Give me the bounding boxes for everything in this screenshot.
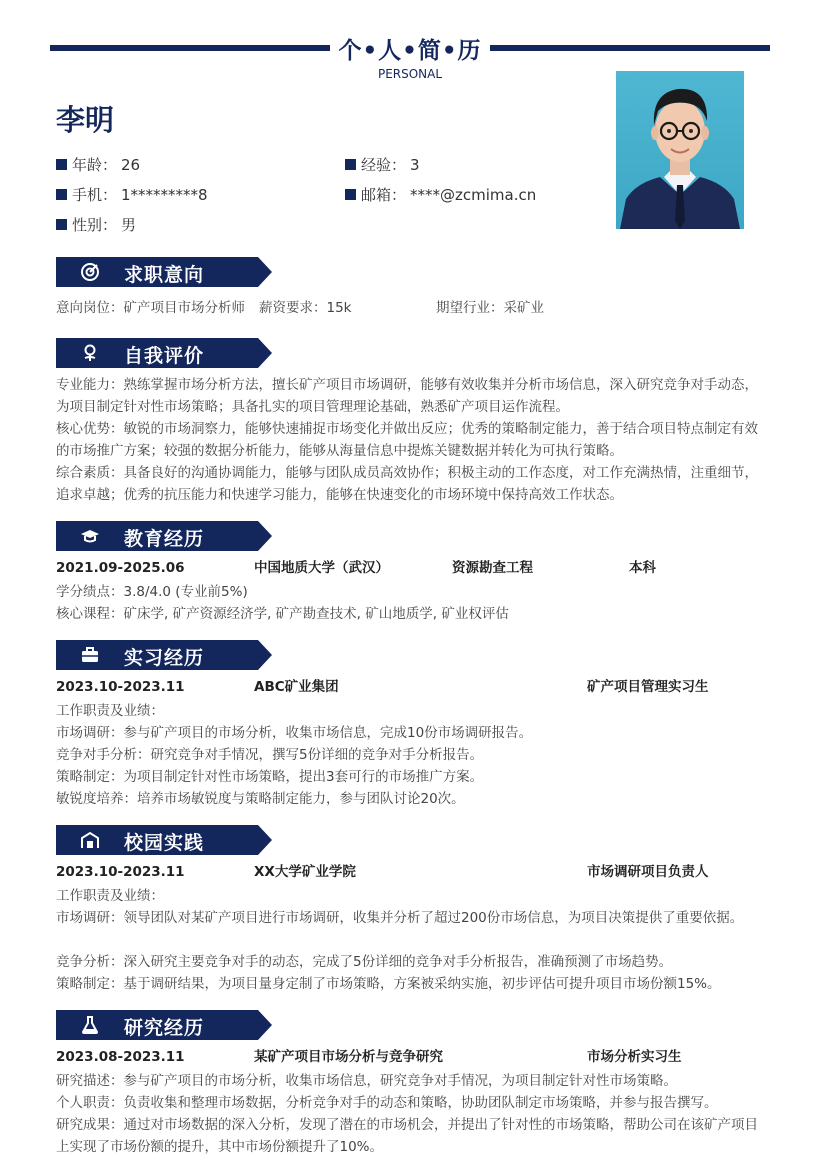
internship-row bbox=[56, 676, 768, 698]
research-period: 2023.08-2023.11 bbox=[56, 1049, 185, 1065]
section-header-campus bbox=[56, 825, 272, 855]
bullet-square-icon bbox=[345, 159, 356, 170]
campus-line: 市场调研：领导团队对某矿产项目进行市场调研，收集并分析了超过200份市场信息，为项目决策提供了重要依据。 bbox=[56, 910, 744, 926]
research-role: 市场分析实习生 bbox=[587, 1049, 682, 1065]
info-experience bbox=[345, 154, 420, 175]
research-project: 某矿产项目市场分析与竞争研究 bbox=[254, 1049, 443, 1065]
education-courses: 核心课程：矿床学, 矿产资源经济学, 矿产勘查技术, 矿山地质学, 矿业权评估 bbox=[56, 606, 509, 622]
info-gender bbox=[56, 214, 136, 235]
education-school: 中国地质大学（武汉） bbox=[254, 560, 389, 576]
gender-label: 性别： bbox=[72, 216, 118, 234]
internship-line: 策略制定：为项目制定针对性市场策略，提出3套可行的市场推广方案。 bbox=[56, 769, 484, 785]
research-line: 个人职责：负责收集和整理市场数据，分析竞争对手的动态和策略，协助团队制定市场策略，并参与报告撰写。 bbox=[56, 1095, 718, 1111]
age-label: 年龄： bbox=[72, 156, 118, 174]
internship-line: 市场调研：参与矿产项目的市场分析，收集市场信息，完成10份市场调研报告。 bbox=[56, 725, 533, 741]
campus-line: 竞争分析：深入研究主要竞争对手的动态，完成了5份详细的竞争对手分析报告，准确预测了市场趋势。 bbox=[56, 954, 673, 970]
section-title-self-eval: 自我评价 bbox=[124, 345, 205, 367]
bullet-square-icon bbox=[56, 219, 67, 230]
education-gpa: 学分绩点：3.8/4.0 (专业前5%) bbox=[56, 584, 248, 600]
campus-period: 2023.10-2023.11 bbox=[56, 864, 185, 880]
campus-line: 工作职责及业绩： bbox=[56, 888, 164, 904]
resume-title: 个•人•简•历 bbox=[338, 38, 482, 64]
info-age bbox=[56, 154, 140, 175]
education-major: 资源勘查工程 bbox=[452, 560, 533, 576]
section-header-internship bbox=[56, 640, 272, 670]
campus-line: 策略制定：基于调研结果，为项目量身定制了市场策略，方案被采纳实施，初步评估可提升项目市场份额15%。 bbox=[56, 976, 721, 992]
research-row bbox=[56, 1046, 768, 1068]
phone-label: 手机： bbox=[72, 186, 118, 204]
internship-company: ABC矿业集团 bbox=[254, 679, 339, 695]
section-header-intent bbox=[56, 257, 272, 287]
section-header-research bbox=[56, 1010, 272, 1040]
flower-icon bbox=[80, 343, 100, 363]
internship-role: 矿产项目管理实习生 bbox=[587, 679, 709, 695]
graduation-cap-icon bbox=[80, 526, 100, 546]
intent-position: 意向岗位：矿产项目市场分析师 bbox=[56, 300, 245, 316]
info-email bbox=[345, 184, 536, 205]
education-degree: 本科 bbox=[629, 560, 656, 576]
internship-line: 工作职责及业绩： bbox=[56, 703, 164, 719]
resume-subtitle: PERSONAL bbox=[377, 67, 443, 81]
self-eval-paragraph: 专业能力：熟练掌握市场分析方法，擅长矿产项目市场调研，能够有效收集并分析市场信息，深入研究竞争对手动态，为项目制定针对性市场策略；具备扎实的项目管理理论基础，熟悉矿产项目运作流程。 bbox=[56, 377, 758, 415]
header-bar-left bbox=[50, 45, 330, 51]
bullet-square-icon bbox=[56, 189, 67, 200]
avatar-illustration bbox=[616, 71, 744, 229]
section-title-education: 教育经历 bbox=[124, 528, 205, 550]
self-eval-paragraph: 综合素质：具备良好的沟通协调能力，能够与团队成员高效协作；积极主动的工作态度，对工作充满热情，注重细节，追求卓越；优秀的抗压能力和快速学习能力，能够在快速变化的市场环境中保持高效工作状态。 bbox=[56, 465, 758, 503]
internship-period: 2023.10-2023.11 bbox=[56, 679, 185, 695]
section-title-internship: 实习经历 bbox=[124, 647, 205, 669]
self-eval-paragraph: 核心优势：敏锐的市场洞察力，能够快速捕捉市场变化并做出反应；优秀的策略制定能力，善于结合项目特点制定有效的市场推广方案；较强的数据分析能力，能够从海量信息中提炼关键数据并转化为可执行策略。 bbox=[56, 421, 758, 459]
education-period: 2021.09-2025.06 bbox=[56, 560, 185, 576]
info-phone bbox=[56, 184, 208, 205]
internship-line: 竞争对手分析：研究竞争对手情况，撰写5份详细的竞争对手分析报告。 bbox=[56, 747, 484, 763]
section-header-self-eval bbox=[56, 338, 272, 368]
education-row bbox=[56, 557, 768, 579]
bullet-square-icon bbox=[56, 159, 67, 170]
research-line: 研究描述：参与矿产项目的市场分析，收集市场信息，研究竞争对手情况，为项目制定针对性市场策略。 bbox=[56, 1073, 677, 1089]
age-value: 26 bbox=[121, 155, 141, 174]
intent-industry: 期望行业：采矿业 bbox=[436, 300, 544, 316]
building-icon bbox=[80, 830, 100, 850]
phone-value: 1*********8 bbox=[121, 185, 208, 204]
campus-role: 市场调研项目负责人 bbox=[587, 864, 709, 880]
candidate-name: 李明 bbox=[56, 103, 115, 137]
campus-org: XX大学矿业学院 bbox=[254, 864, 356, 880]
internship-line: 敏锐度培养：培养市场敏锐度与策略制定能力，参与团队讨论20次。 bbox=[56, 791, 465, 807]
email-label: 邮箱： bbox=[361, 186, 407, 204]
experience-label: 经验： bbox=[361, 156, 407, 174]
section-header-education bbox=[56, 521, 272, 551]
profile-photo bbox=[616, 71, 744, 229]
flask-icon bbox=[80, 1015, 100, 1035]
section-title-intent: 求职意向 bbox=[124, 264, 205, 286]
bullet-square-icon bbox=[345, 189, 356, 200]
intent-salary: 薪资要求：15k bbox=[259, 300, 352, 316]
header-bar-right bbox=[490, 45, 770, 51]
section-title-campus: 校园实践 bbox=[124, 832, 205, 854]
gender-value: 男 bbox=[121, 216, 137, 234]
email-value: ****@zcmima.cn bbox=[410, 185, 537, 204]
experience-value: 3 bbox=[410, 155, 420, 174]
briefcase-icon bbox=[80, 645, 100, 665]
research-line: 研究成果：通过对市场数据的深入分析，发现了潜在的市场机会，并提出了针对性的市场策略，帮助公司在该矿产项目上实现了市场份额的提升，其中市场份额提升了10%。 bbox=[56, 1117, 758, 1155]
campus-row bbox=[56, 861, 768, 883]
target-icon bbox=[80, 262, 100, 282]
section-title-research: 研究经历 bbox=[124, 1017, 205, 1039]
